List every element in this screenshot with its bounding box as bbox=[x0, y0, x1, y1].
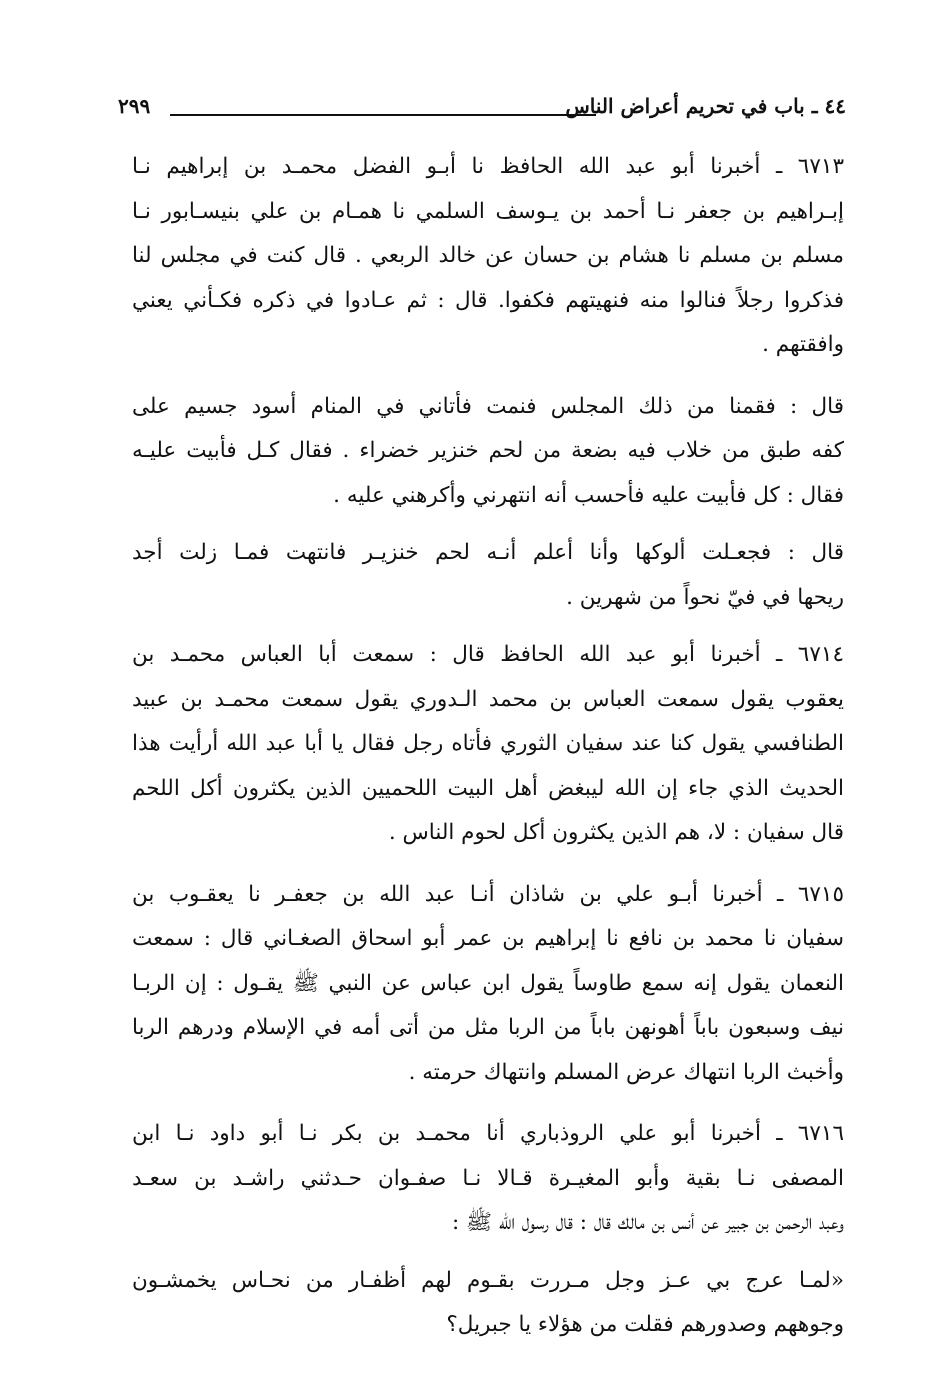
text-line: فقال : كل فأبيت عليه فأحسب أنه انتهرني وأكرهني عليه . bbox=[333, 482, 844, 508]
text-line: الحديث الذي جاء إن الله ليبغض أهل البيت اللحميين الذين يكثرون أكل اللحم bbox=[132, 775, 844, 801]
text-line: إبـراهيم بن جعفر نـا أحمد بن يـوسف السلمي نا همـام بن علي بنيسـابور نـا bbox=[132, 198, 844, 224]
text-line: وافقتهم . bbox=[762, 332, 844, 357]
text-line: سفيان نا محمد بن نافع نا إبراهيم بن عمر أبو اسحاق الصغـاني قال : سمعت bbox=[132, 926, 844, 951]
text-line: قال : فقمنا من ذلك المجلس فنمت فأتاني في المنام أسود جسيم على bbox=[132, 393, 844, 419]
text-line: وجوههم وصدورهم فقلت من هؤلاء يا جبريل؟ bbox=[446, 1312, 844, 1337]
page-body bbox=[132, 145, 844, 1348]
text-line: مسلم بن مسلم نا هشام بن حسان عن خالد الربعي . قال كنت في مجلس لنا bbox=[132, 243, 844, 268]
text-line: ٦٧١٥ ـ أخبرنا أبـو علي بن شاذان أنـا عبد الله بن جعفـر نا يعقـوب بن bbox=[132, 881, 844, 907]
text-line: فذكروا رجلاً فنالوا منه فنهيتهم فكفوا. قال : ثم عـادوا في ذكره فكـأني يعني bbox=[132, 287, 844, 313]
text-line: ٦٧١٦ ـ أخبرنا أبو علي الروذباري أنا محمـد بن بكر نـا أبو داود نـا ابن bbox=[132, 1121, 844, 1146]
chapter-title: ٤٤ ـ باب في تحريم أعراض الناس bbox=[565, 94, 846, 118]
paragraph-dream bbox=[132, 385, 844, 519]
text-line: ٦٧١٤ ـ أخبرنا أبو عبد الله الحافظ قال : سمعت أبا العباس محمـد بن bbox=[132, 642, 844, 667]
text-line: المصفى نـا بقية وأبو المغيـرة قـالا نـا صفـوان حـدثني راشـد بن سعـد bbox=[132, 1165, 844, 1191]
running-header bbox=[118, 92, 846, 132]
hadith-6716 bbox=[132, 1112, 844, 1246]
text-line: وعبد الرحمن بن جبير عن أنس بن مالك قال : قال رسول الله ﷺ : bbox=[451, 1210, 844, 1235]
hadith-6713 bbox=[132, 145, 844, 368]
text-line: يعقوب يقول سمعت العباس بن محمد الـدوري يقول سمعت محمـد بن عبيد bbox=[132, 686, 844, 712]
hadith-6715 bbox=[132, 873, 844, 1096]
quoted-hadith bbox=[132, 1259, 844, 1348]
hadith-6714 bbox=[132, 633, 844, 856]
text-line: قال سفيان : لا، هم الذين يكثرون أكل لحوم الناس . bbox=[388, 820, 844, 845]
text-line: ٦٧١٣ ـ أخبرنا أبو عبد الله الحافظ نا أبـو الفضل محمـد بن إبراهيم نـا bbox=[132, 154, 844, 179]
text-line: «لمـا عرج بي عـز وجل مـررت بقـوم لهم أظفـار من نحـاس يخمشـون bbox=[132, 1267, 844, 1293]
text-line: نيف وسبعون باباً أهونهن باباً من الربا مثل من أتى أمه في الإسلام ودرهم الربا bbox=[132, 1015, 844, 1040]
text-line: النعمان يقول إنه سمع طاوساً يقول ابن عباس عن النبي ﷺ يقـول : إن الربـا bbox=[132, 970, 844, 996]
text-line: الطنافسي يقول كنا عند سفيان الثوري فأتاه رجل فقال يا أبا عبد الله أرأيت هذا bbox=[132, 731, 844, 756]
text-line: ريحها في فيّ نحواً من شهرين . bbox=[566, 584, 844, 610]
header-rule bbox=[170, 114, 596, 116]
text-line: قال : فجعـلت ألوكها وأنا أعلم أنـه لحم خنزيـر فانتهت فمـا زلت أجد bbox=[132, 540, 844, 565]
page-number: ٢٩٩ bbox=[118, 94, 151, 118]
text-line: كفه طبق من خلاب فيه بضعة من لحم خنزير خضراء . فقال كـل فأبيت عليـه bbox=[132, 438, 844, 463]
paragraph-taste bbox=[132, 531, 844, 620]
text-line: وأخبث الربا انتهاك عرض المسلم وانتهاك حرمته . bbox=[408, 1059, 844, 1085]
